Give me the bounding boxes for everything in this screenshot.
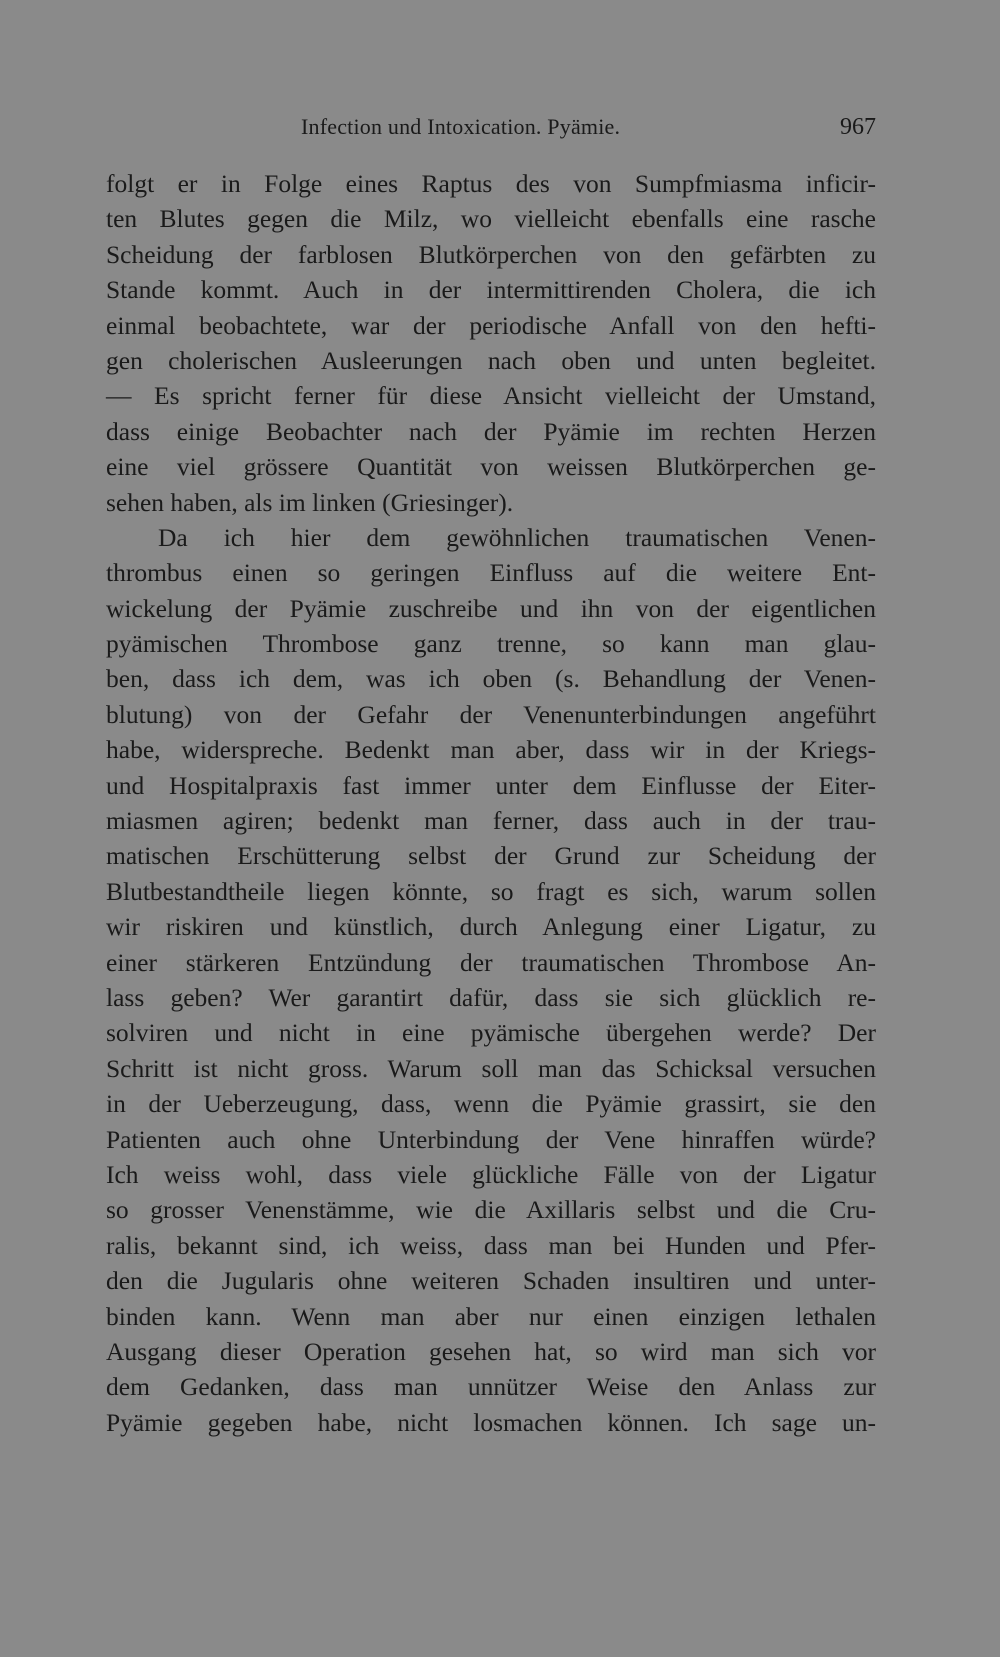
text-line: solviren und nicht in eine pyämische übergehen werde? Der: [106, 1018, 876, 1048]
text-line: habe, widerspreche. Bedenkt man aber, dass wir in der Kriegs-: [106, 735, 876, 765]
text-line: Blutbestandtheile liegen könnte, so fragt es sich, warum sollen: [106, 876, 876, 906]
text-line: lass geben? Wer garantirt dafür, dass sie sich glücklich re-: [106, 982, 876, 1012]
text-line: Ausgang dieser Operation gesehen hat, so wird man sich vor: [106, 1336, 876, 1366]
text-line: dass einige Beobachter nach der Pyämie im rechten Herzen: [106, 416, 876, 446]
text-line: ben, dass ich dem, was ich oben (s. Behandlung der Venen-: [106, 664, 876, 694]
text-line: in der Ueberzeugung, dass, wenn die Pyämie grassirt, sie den: [106, 1089, 876, 1119]
text-line: sehen haben, als im linken (Griesinger).: [106, 487, 514, 517]
text-line: pyämischen Thrombose ganz trenne, so kann man glau-: [106, 629, 876, 659]
text-line: den die Jugularis ohne weiteren Schaden insultiren und unter-: [106, 1266, 876, 1296]
text-line: wir riskiren und künstlich, durch Anlegung einer Ligatur, zu: [106, 912, 876, 942]
running-title: Infection und Intoxication. Pyämie.: [301, 114, 621, 139]
text-line: so grosser Venenstämme, wie die Axillaris selbst und die Cru-: [106, 1195, 876, 1225]
text-line: dem Gedanken, dass man unnützer Weise den Anlass zur: [106, 1372, 876, 1402]
text-line: — Es spricht ferner für diese Ansicht vielleicht der Umstand,: [106, 381, 876, 411]
book-page: [106, 110, 876, 1440]
text-line: thrombus einen so geringen Einfluss auf die weitere Ent-: [106, 558, 876, 588]
text-line: miasmen agiren; bedenkt man ferner, dass auch in der trau-: [106, 806, 876, 836]
text-line: Ich weiss wohl, dass viele glückliche Fälle von der Ligatur: [106, 1159, 876, 1189]
running-head: [106, 110, 876, 150]
text-line: Schritt ist nicht gross. Warum soll man das Schicksal versuchen: [106, 1053, 876, 1083]
text-line: Patienten auch ohne Unterbindung der Vene hinraffen würde?: [106, 1124, 876, 1154]
text-line: ten Blutes gegen die Milz, wo vielleicht ebenfalls eine rasche: [106, 204, 876, 234]
text-line: Scheidung der farblosen Blutkörperchen von den gefärbten zu: [106, 239, 876, 269]
body-text: [106, 166, 876, 1440]
text-line: und Hospitalpraxis fast immer unter dem Einflusse der Eiter-: [106, 770, 876, 800]
text-line: Pyämie gegeben habe, nicht losmachen können. Ich sage un-: [106, 1407, 876, 1437]
text-line: wickelung der Pyämie zuschreibe und ihn von der eigentlichen: [106, 593, 876, 623]
page-number: 967: [840, 114, 876, 140]
text-line: Da ich hier dem gewöhnlichen traumatischen Venen-: [158, 522, 876, 552]
text-line: binden kann. Wenn man aber nur einen einzigen lethalen: [106, 1301, 876, 1331]
text-line: folgt er in Folge eines Raptus des von Sumpfmiasma inficir-: [106, 169, 876, 198]
text-line: ralis, bekannt sind, ich weiss, dass man bei Hunden und Pfer-: [106, 1230, 876, 1260]
text-line: gen cholerischen Ausleerungen nach oben und unten begleitet.: [106, 345, 876, 375]
text-line: Stande kommt. Auch in der intermittirenden Cholera, die ich: [106, 275, 876, 305]
text-line: einer stärkeren Entzündung der traumatischen Thrombose An-: [106, 947, 876, 977]
text-line: matischen Erschütterung selbst der Grund zur Scheidung der: [106, 841, 876, 871]
text-line: eine viel grössere Quantität von weissen Blutkörperchen ge-: [106, 452, 876, 482]
text-line: einmal beobachtete, war der periodische Anfall von den hefti-: [106, 310, 876, 340]
text-line: blutung) von der Gefahr der Venenunterbindungen angeführt: [106, 699, 876, 729]
